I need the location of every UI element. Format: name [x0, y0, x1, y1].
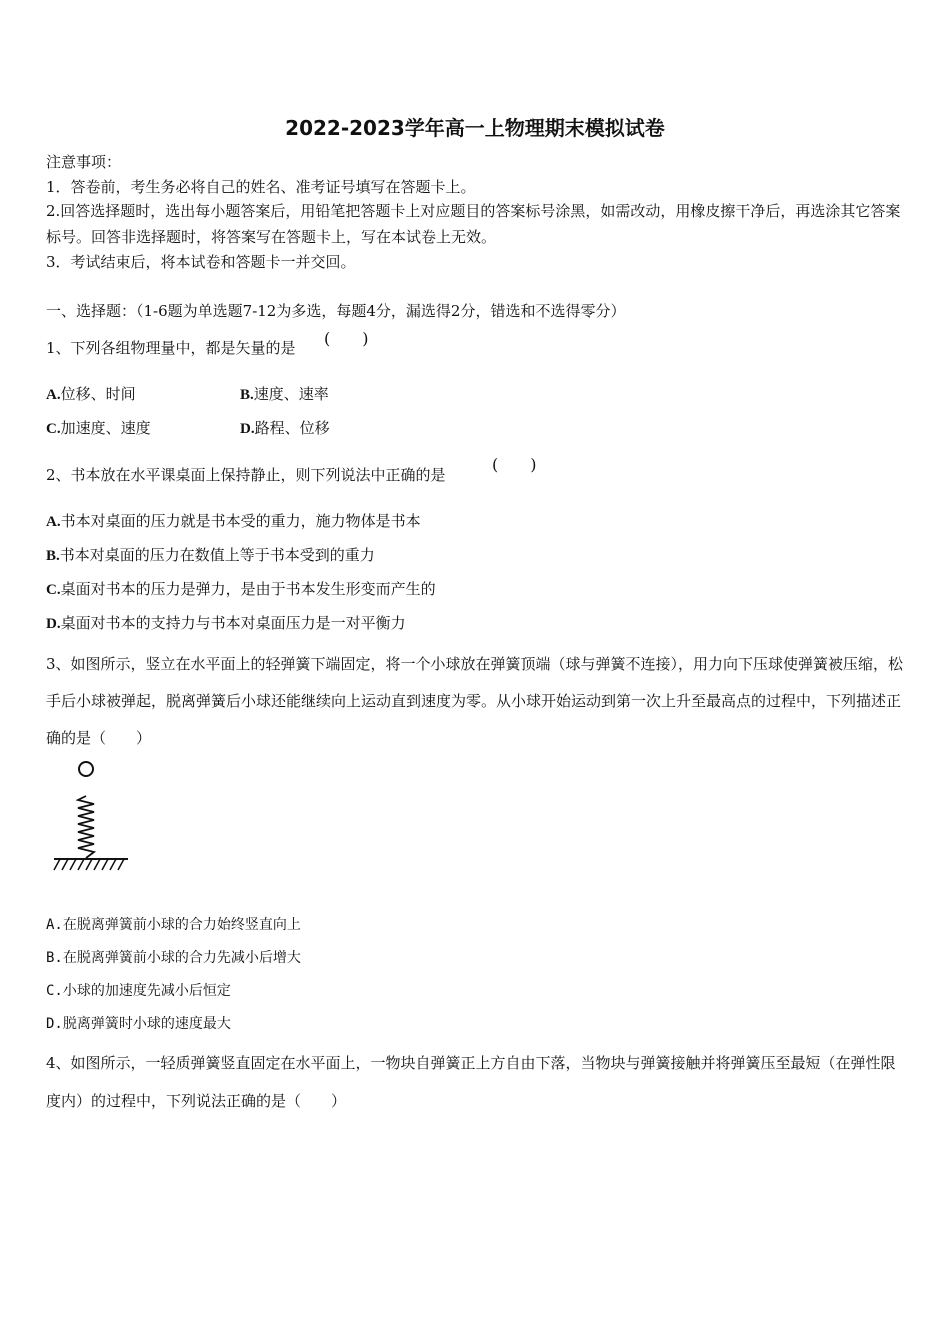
question-1-option-a: [46, 384, 136, 405]
question-2-option-a: [46, 511, 421, 532]
option-label: D.: [46, 616, 61, 632]
notice-item-3: 3．考试结束后，将本试卷和答题卡一并交回。: [46, 253, 356, 271]
option-text: 位移、时间: [60, 385, 136, 403]
question-2-answer-blank: ( ): [492, 455, 537, 474]
ball-shape: [79, 762, 93, 776]
option-text: 桌面对书本的压力是弹力，是由于书本发生形变而产生的: [60, 580, 436, 598]
option-label: B.: [240, 387, 254, 403]
question-2-option-b: [46, 545, 375, 566]
notice-item-1: 1．答卷前，考生务必将自己的姓名、准考证号填写在答题卡上。: [46, 178, 476, 196]
page-title: 2022-2023学年高一上物理期末模拟试卷: [285, 116, 665, 140]
question-3-option-a: A.在脱离弹簧前小球的合力始终竖直向上: [46, 917, 301, 933]
ground-hatch: [54, 859, 124, 870]
question-3-option-d: D.脱离弹簧时小球的速度最大: [46, 1016, 231, 1032]
question-1-option-b: [240, 384, 329, 405]
option-text: 加速度、速度: [60, 419, 151, 437]
question-2-option-c: [46, 579, 436, 600]
question-3-option-c: C.小球的加速度先减小后恒定: [46, 983, 231, 999]
option-label: C.: [46, 421, 61, 437]
question-2-stem: 2、书本放在水平课桌面上保持静止，则下列说法中正确的是: [46, 466, 446, 484]
option-label: A.: [46, 387, 61, 403]
question-1-option-d: [240, 418, 330, 439]
question-1-answer-blank: ( ): [324, 329, 369, 348]
question-4-stem: 4、如图所示，一轻质弹簧竖直固定在水平面上，一物块自弹簧正上方自由下落，当物块与弹簧接触并将弹簧压至最短（在弹性限度内）的过程中，下列说法正确的是（ ）: [46, 1054, 896, 1110]
option-label: C.: [46, 582, 61, 598]
notice-heading: 注意事项：: [46, 153, 122, 171]
question-1-option-c: [46, 418, 151, 439]
notice-item-2: 2.回答选择题时，选出每小题答案后，用铅笔把答题卡上对应题目的答案标号涂黑，如需改动，用橡皮擦干净后，再选涂其它答案标号。回答非选择题时，将答案写在答题卡上，写在本试卷上无效。: [46, 202, 901, 246]
option-text: 书本对桌面的压力就是书本受的重力，施力物体是书本: [60, 512, 421, 530]
question-3-option-b: B.在脱离弹簧前小球的合力先减小后增大: [46, 950, 301, 966]
question-2-option-d: [46, 613, 406, 634]
option-label: B.: [46, 548, 60, 564]
question-3-stem: 3、如图所示，竖立在水平面上的轻弹簧下端固定，将一个小球放在弹簧顶端（球与弹簧不连接），用力向下压球使弹簧被压缩，松手后小球被弹起，脱离弹簧后小球还能继续向上运动直到速度为零。从小球开始运动到第一次上升至最高点的过程中，下列描述正确的是（ ）: [46, 655, 904, 747]
spring-coil: [78, 796, 94, 858]
option-text: 路程、位移: [254, 419, 330, 437]
option-label: D.: [240, 421, 255, 437]
option-text: 桌面对书本的支持力与书本对桌面压力是一对平衡力: [60, 614, 406, 632]
option-text: 速度、速率: [253, 385, 329, 403]
option-text: 书本对桌面的压力在数值上等于书本受到的重力: [59, 546, 375, 564]
question-1-stem: 1、下列各组物理量中，都是矢量的是: [46, 339, 296, 357]
section-heading: 一、选择题：（1-6题为单选题7-12为多选，每题4分，漏选得2分，错选和不选得零分）: [46, 302, 626, 320]
spring-ball-diagram: [50, 758, 132, 876]
option-label: A.: [46, 514, 61, 530]
